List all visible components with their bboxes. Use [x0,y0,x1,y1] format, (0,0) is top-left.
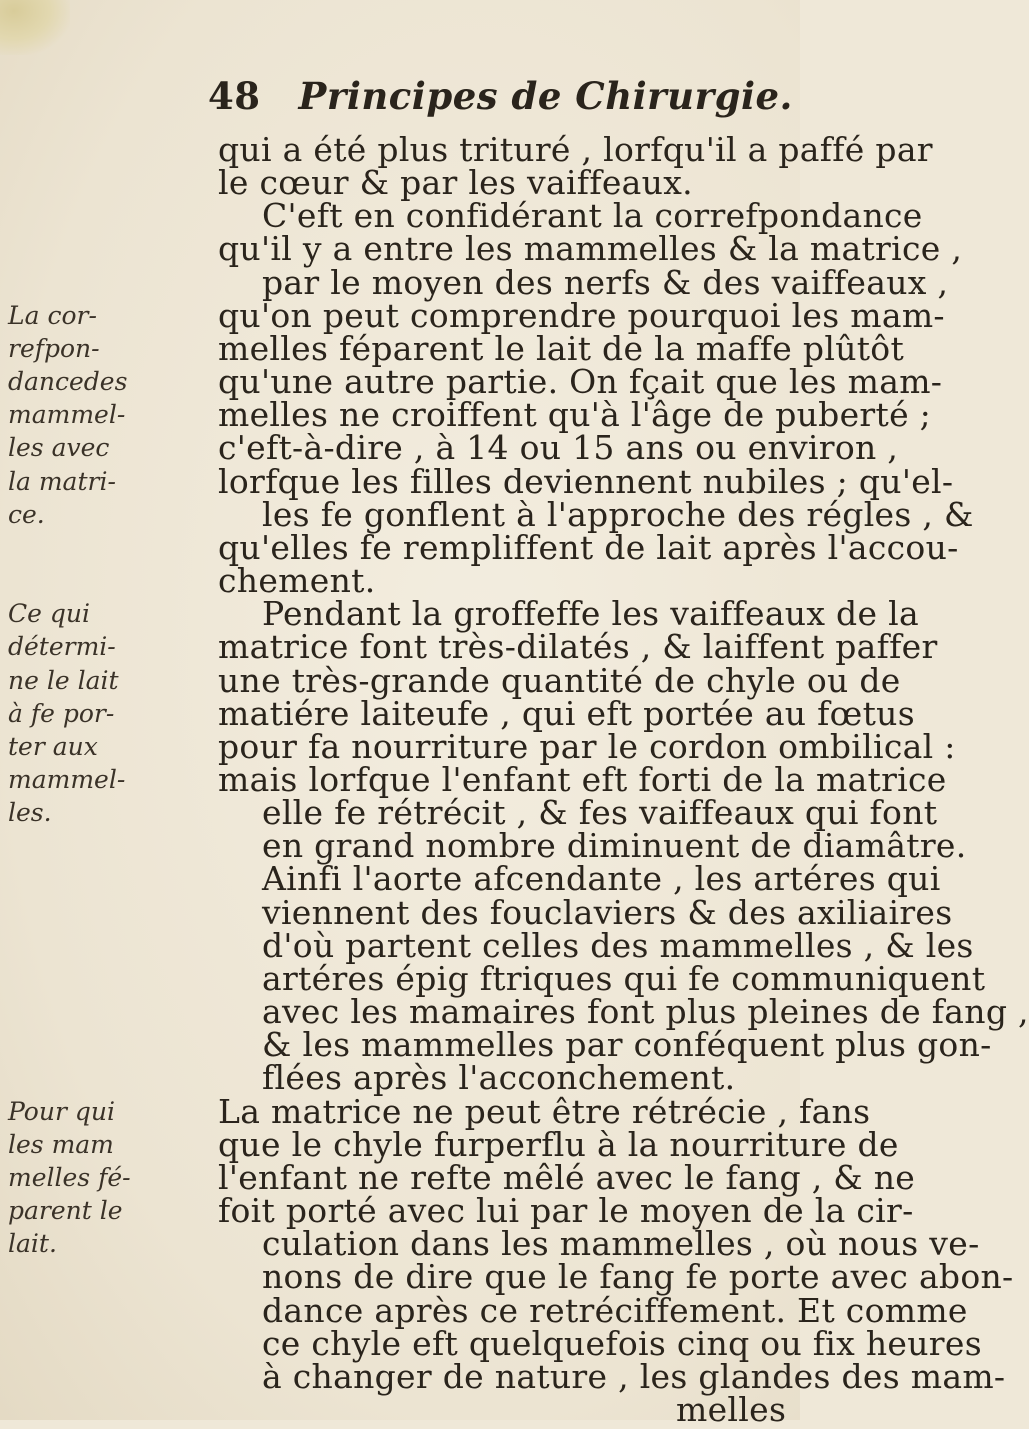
text-line: les fe gonflent à l'approche des régles , & [262,494,974,534]
margin-note: Pour qui [8,1096,115,1126]
text-line: chement. [218,561,376,601]
margin-note: ter aux [8,731,98,761]
text-line: qu'on peut comprendre pourquoi les mam- [218,295,945,335]
margin-note: La cor- [8,300,97,330]
page-header [208,74,793,118]
text-line: nons de dire que le fang fe porte avec abon- [262,1257,1014,1297]
text-line: & les mammelles par conféquent plus gon- [262,1025,992,1065]
page-number: 48 [208,74,261,118]
text-line: que le chyle furperflu à la nourriture de [218,1124,899,1164]
text-line: C'eft en confidérant la correfpondance [262,196,923,236]
text-line: matiére laiteufe , qui eft portée au fœtus [218,693,915,733]
margin-note: les. [8,798,52,828]
text-line: d'où partent celles des mammelles , & les [262,925,974,965]
text-line: à changer de nature , les glandes des mam- [262,1356,1006,1396]
text-line: pour fa nourriture par le cordon ombilical : [218,726,956,766]
margin-note: la matri- [8,466,116,496]
text-line: qu'une autre partie. On fçait que les mam- [218,362,943,402]
margin-note: mammel- [8,765,126,794]
text-line: artéres épig ftriques qui fe communiquent [262,958,986,998]
text-line: foit porté avec lui par le moyen de la cir- [218,1191,914,1231]
margin-note: à fe por- [8,698,115,728]
margin-note: détermi- [8,632,116,662]
text-line: ce chyle eft quelquefois cinq ou fix heures [262,1323,982,1363]
text-line: qui a été plus trituré , lorfqu'il a paffé par [218,130,933,169]
margin-note: mammel- [8,400,126,430]
text-line: matrice font très-dilatés , & laiffent paffer [218,627,938,667]
text-line: flées après l'acconchement. [262,1058,736,1098]
catchword: melles [676,1390,787,1429]
running-title: Principes de Chirurgie. [298,74,793,118]
text-line: lorfque les filles deviennent nubiles ; qu'el- [218,461,954,501]
margin-note: parent le [8,1196,123,1226]
text-line: qu'il y a entre les mammelles & la matrice , [218,229,963,269]
margin-note: refpon- [8,333,100,363]
margin-note: les mam [8,1129,114,1159]
text-line: melles ne croiffent qu'à l'âge de puberté ; [218,395,932,435]
margin-note: melles fé- [8,1162,131,1192]
margin-note: Ce qui [8,599,90,629]
text-line: avec les mamaires font plus pleines de fang , [262,992,1029,1032]
text-line: La matrice ne peut être rétrécie , fans [218,1091,871,1131]
text-line: viennent des fouclaviers & des axiliaires [262,892,953,932]
text-line: en grand nombre diminuent de diamâtre. [262,826,967,866]
text-line: le cœur & par les vaiffeaux. [218,163,693,203]
text-line: culation dans les mammelles , où nous ve- [262,1224,980,1264]
text-line: mais lorfque l'enfant eft forti de la matrice [218,760,947,799]
text-line: l'enfant ne refte mêlé avec le fang , & ne [218,1157,916,1197]
margin-note: les avec [8,433,110,463]
margin-note: ce. [8,499,45,529]
margin-note: lait. [8,1229,57,1259]
text-line: dance après ce retréciffement. Et comme [262,1290,968,1330]
text-line: c'eft-à-dire , à 14 ou 15 ans ou environ , [218,428,899,468]
text-line: elle fe rétrécit , & fes vaiffeaux qui font [262,793,938,833]
text-line: qu'elles fe rempliffent de lait après l'accou- [218,527,959,567]
text-line: Ainfi l'aorte afcendante , les artéres qui [262,859,941,899]
text-line: par le moyen des nerfs & des vaiffeaux , [262,262,949,302]
text-line: melles féparent le lait de la maffe plûtôt [218,328,905,368]
text-line: Pendant la groffeffe les vaiffeaux de la [262,594,919,634]
text-line: une très-grande quantité de chyle ou de [218,660,901,700]
margin-note: dancedes [8,367,128,397]
paper-stain [0,0,70,55]
margin-note: ne le lait [8,665,119,695]
